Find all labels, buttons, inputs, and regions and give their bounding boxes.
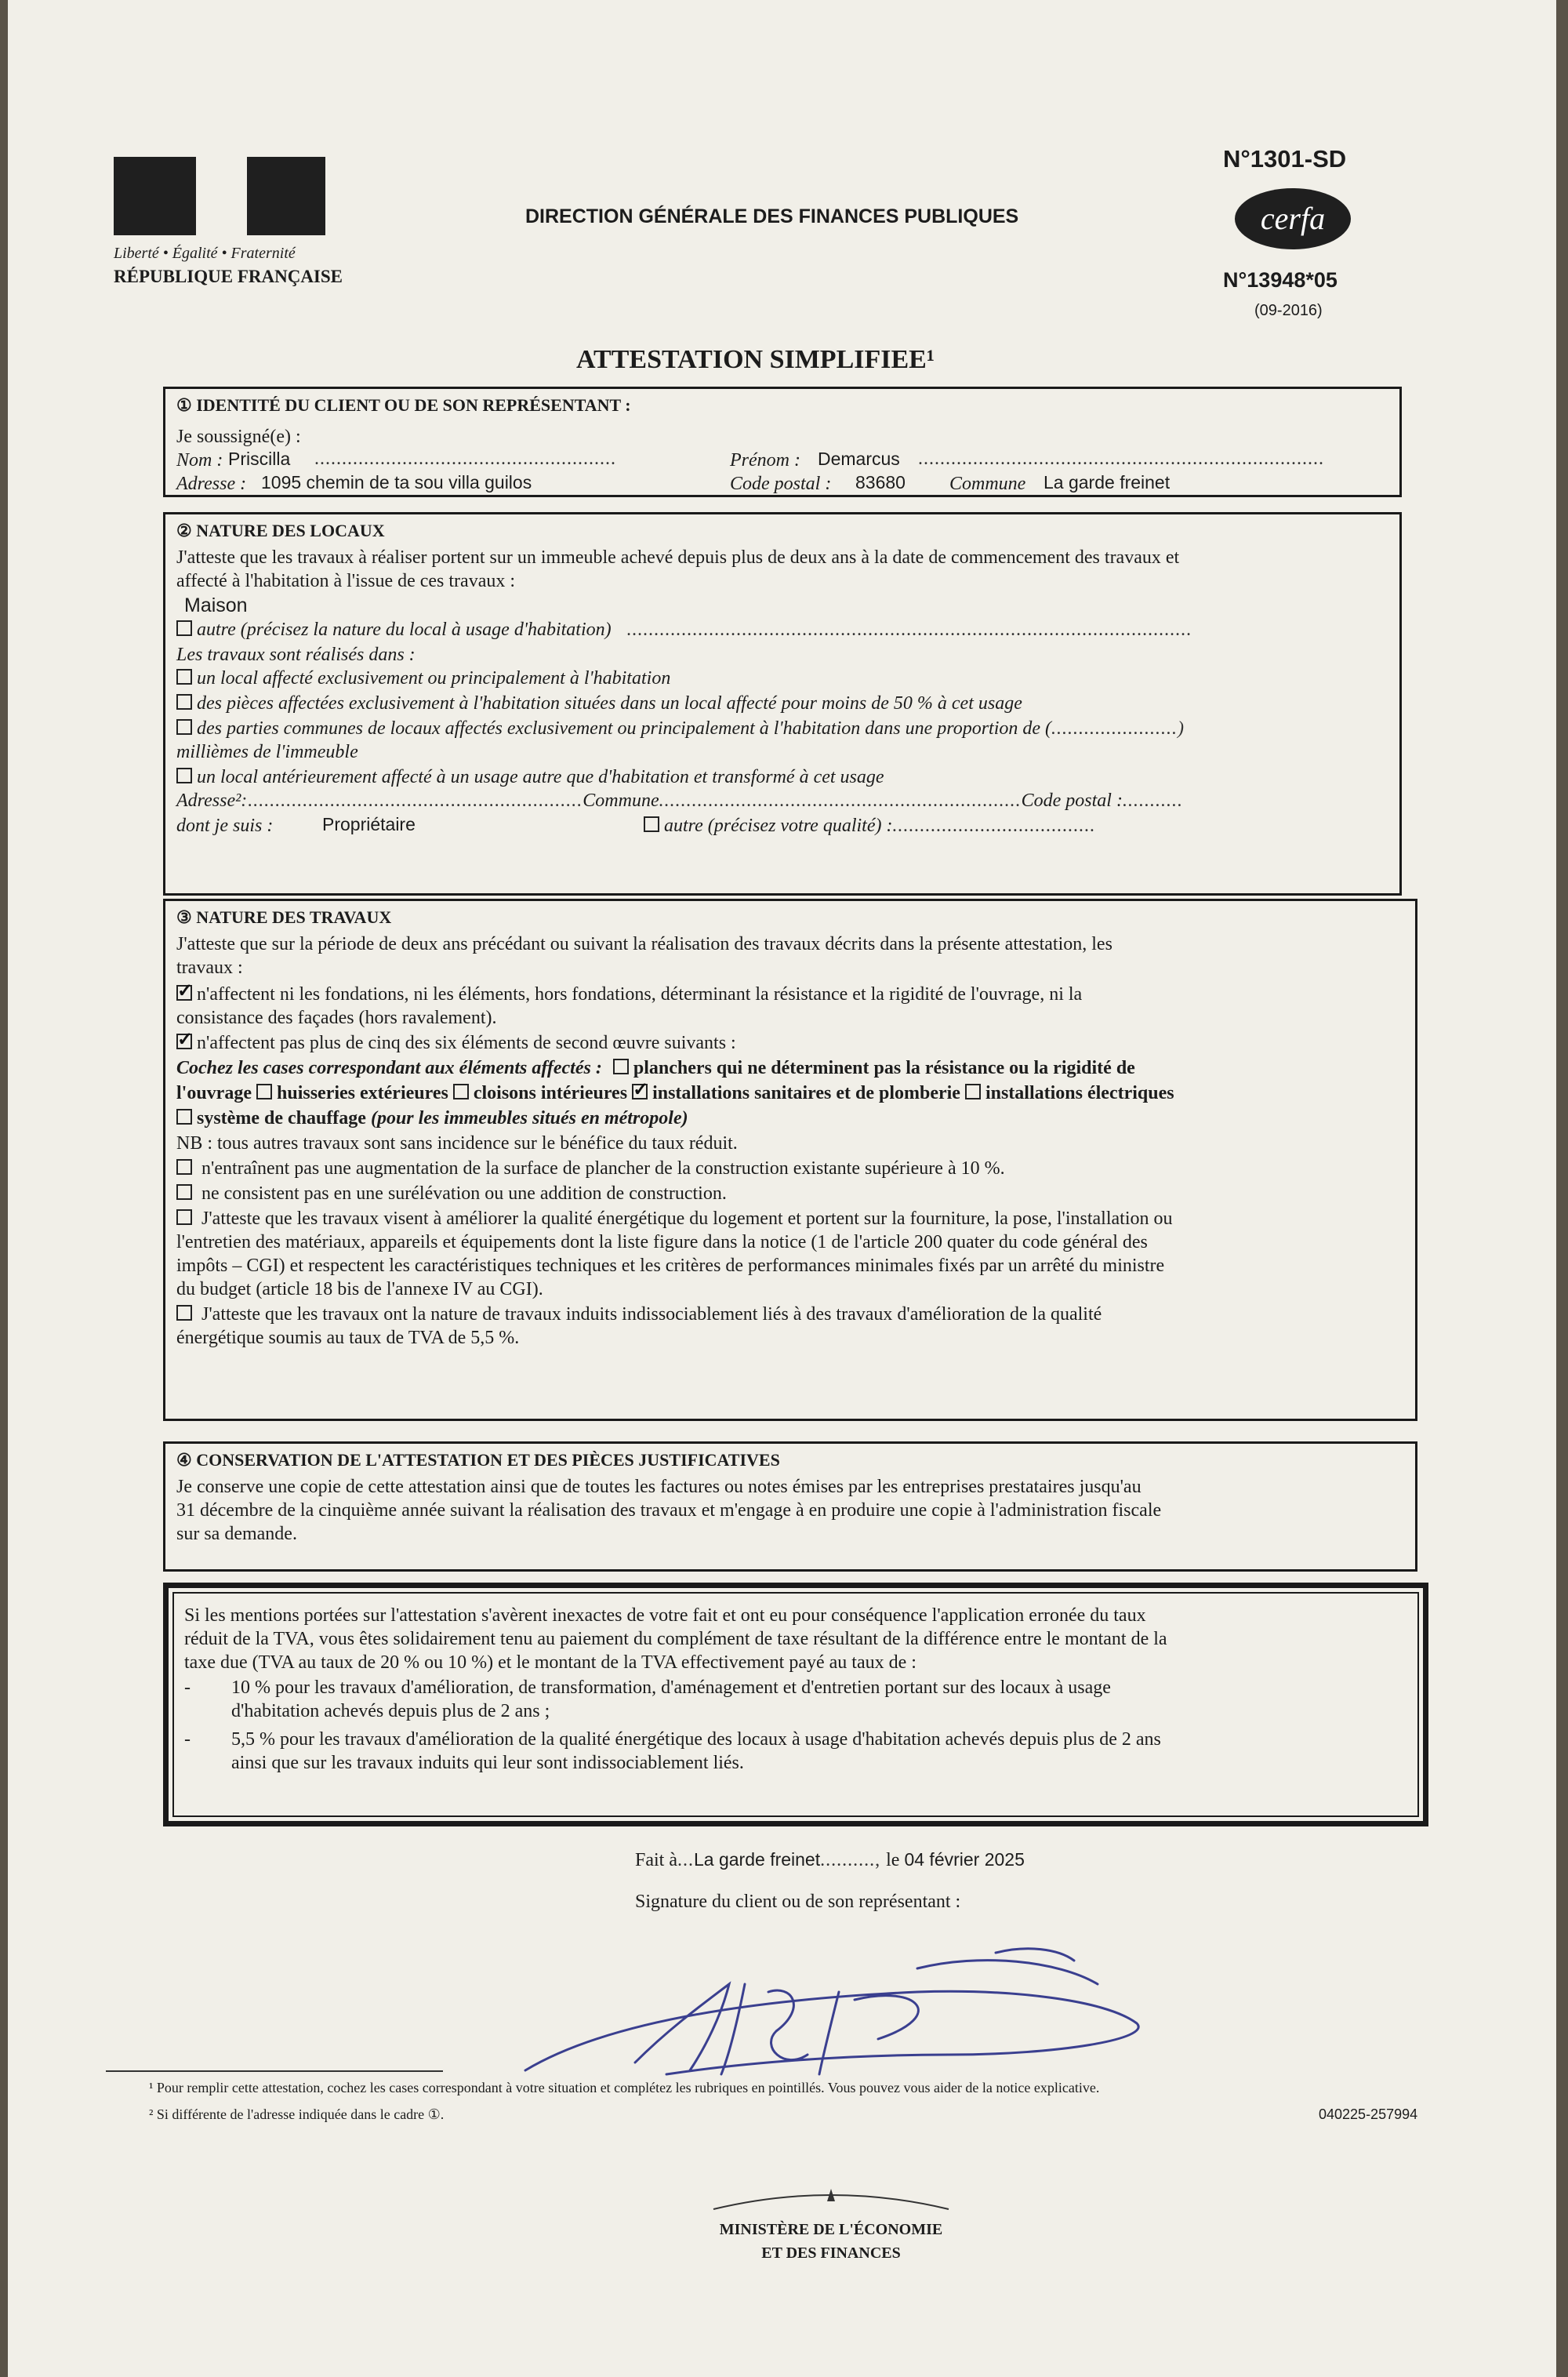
check-label: n'entraînent pas une augmentation de la surface de plancher de la construction existante supérieure à 10 %. [201,1158,1005,1179]
check-label: J'atteste que les travaux visent à améliorer la qualité énergétique du logement et portent sur la fourniture, la pose, l'installation ou [201,1208,1173,1229]
conservation-text-2: 31 décembre de la cinquième année suivant la réalisation des travaux et m'engage à en produire une copie à l'administration fiscale [176,1500,1162,1521]
signature-drawing [510,1937,1168,2102]
checkbox[interactable] [176,1184,192,1200]
notice-bullet-1a: 10 % pour les travaux d'amélioration, de transformation, d'aménagement et d'entretien portant sur des locaux à usage [231,1677,1111,1698]
autre-qualite-label: autre (précisez votre qualité) : [664,816,893,836]
commune-field[interactable]: La garde freinet [1044,472,1171,492]
qualite-field[interactable]: Propriétaire [322,814,416,834]
signature-label: Signature du client ou de son représentant : [635,1892,961,1912]
checkbox[interactable] [176,694,192,710]
adresse-2-label: Adresse² [176,791,241,811]
prenom-field[interactable]: Demarcus [818,449,900,469]
conservation-text-3: sur sa demande. [176,1524,297,1544]
commune-label: Commune [949,474,1026,494]
notice-bullet-dash: - [184,1677,191,1698]
element-huisseries: huisseries extérieures [277,1083,448,1103]
checkbox[interactable] [176,669,192,685]
dots: ........... [1122,791,1183,811]
check-energie[interactable] [176,1208,1172,1230]
marianne-logo [114,157,343,306]
dots: .................................................................. [659,791,1022,811]
dots: .........., [820,1850,887,1870]
nb-note: NB : tous autres travaux sont sans incidence sur le bénéfice du taux réduit. [176,1133,738,1154]
element-electriques: installations électriques [985,1083,1174,1103]
option-transforme[interactable] [176,767,884,788]
ministry-emblem-icon [706,2184,956,2215]
marianne-profile [247,157,325,235]
check-surelevation[interactable] [176,1183,727,1205]
locaux-text-2: affecté à l'habitation à l'issue de ces travaux : [176,571,516,591]
notice-text-2: réduit de la TVA, vous êtes solidairement tenu au paiement du complément de taxe résultant de la différence entre le montant de la [184,1629,1167,1649]
checkbox[interactable] [613,1059,629,1074]
energie-text-4: du budget (article 18 bis de l'annexe IV au CGI). [176,1279,543,1299]
notice-text-1: Si les mentions portées sur l'attestation s'avèrent inexactes de votre fait et ont eu pour conséquence l'application erronée du taux [184,1605,1146,1626]
checkbox[interactable] [965,1084,981,1099]
ministry-line-2: ET DES FINANCES [761,2244,901,2262]
induits-text-2: énergétique soumis au taux de TVA de 5,5 %. [176,1328,520,1348]
travaux-text-1: J'atteste que sur la période de deux ans précédant ou suivant la réalisation des travaux décrits dans la présente attestation, les [176,934,1112,954]
elements-row-2 [176,1083,1174,1104]
notice-bullet-2b: ainsi que sur les travaux induits qui leur sont indissociablement liés. [231,1753,744,1773]
notice-bullet-dash: - [184,1729,191,1750]
lieu-field[interactable]: La garde freinet [694,1849,821,1870]
check-label: J'atteste que les travaux ont la nature de travaux induits indissociablement liés à des travaux d'amélioration de la qualité [201,1304,1102,1325]
section-identity-heading: ① IDENTITÉ DU CLIENT OU DE SON REPRÉSENTANT : [176,395,631,415]
dont-je-suis-label: dont je suis : [176,816,274,836]
check-label: n'affectent ni les fondations, ni les éléments, hors fondations, déterminant la résistance et la rigidité de l'ouvrage, ni la [197,984,1083,1005]
section-travaux-heading: ③ NATURE DES TRAVAUX [176,907,392,927]
option-pieces[interactable] [176,693,1022,714]
checkbox[interactable] [176,1305,192,1321]
check-surface[interactable] [176,1158,1005,1179]
document-code: 040225-257994 [1319,2106,1418,2122]
check-label: n'affectent pas plus de cinq des six éléments de second œuvre suivants : [197,1033,736,1053]
cp-2-label: Code postal : [1021,791,1123,811]
form-number: N°1301-SD [1223,145,1347,173]
dots: ..................................... [892,816,1096,836]
local-type-field[interactable]: Maison [184,594,248,616]
checkbox-checked[interactable] [176,985,192,1001]
prenom-dots: .......................................................................... [918,449,1324,469]
option-label: un local antérieurement affecté à un usage autre que d'habitation et transformé à cet usage [197,767,884,787]
date-field[interactable]: 04 février 2025 [904,1849,1025,1870]
check-induits[interactable] [176,1304,1102,1325]
element-cloisons: cloisons intérieures [473,1083,628,1103]
code-postal-field[interactable]: 83680 [855,472,906,492]
nom-label: Nom : [176,450,223,471]
notice-box [163,1583,1428,1826]
elements-row-1 [176,1058,1135,1079]
dots: .......................) [1051,718,1185,739]
option-label: des parties communes de locaux affectés exclusivement ou principalement à l'habitation dans une proportion de ( [197,718,1052,739]
cerfa-number: N°13948*05 [1223,268,1338,292]
element-chauffage-note: (pour les immeubles situés en métropole) [370,1108,688,1129]
adresse-2-row [176,791,1183,812]
realises-label: Les travaux sont réalisés dans : [176,645,416,665]
autre-qualite-option[interactable] [644,816,1095,837]
autre-local-label: autre (précisez la nature du local à usage d'habitation) [197,620,612,640]
cochez-label: Cochez les cases correspondant aux éléments affectés : [176,1058,602,1078]
section-travaux [163,899,1417,1421]
element-chauffage: système de chauffage [197,1108,366,1129]
check-fondations-cont: consistance des façades (hors ravalement). [176,1008,497,1028]
checkbox[interactable] [176,768,192,783]
element-planchers: planchers qui ne déterminent pas la résistance ou la rigidité de [633,1058,1135,1078]
checkbox[interactable] [176,620,192,636]
element-ouvrage: l'ouvrage [176,1083,252,1103]
checkbox-checked[interactable] [632,1084,648,1099]
ministry-name [710,2218,953,2265]
autre-local-option[interactable] [176,620,1192,641]
milliemes-label: millièmes de l'immeuble [176,742,358,762]
travaux-text-2: travaux : [176,958,243,978]
ministry-line-1: MINISTÈRE DE L'ÉCONOMIE [719,2221,943,2238]
cerfa-logo: cerfa [1235,188,1351,249]
soussigne-label: Je soussigné(e) : [176,427,301,447]
option-local-habitation[interactable] [176,668,670,689]
notice-text-3: taxe due (TVA au taux de 20 % ou 10 %) et le montant de la TVA effectivement payé au taux de : [184,1652,916,1673]
section-conservation [163,1441,1417,1572]
checkbox-checked[interactable] [176,1034,192,1049]
direction-title: DIRECTION GÉNÉRALE DES FINANCES PUBLIQUES [525,205,1019,227]
le-label: le [886,1850,900,1870]
adresse-label: Adresse : [176,474,247,494]
commune-2-label: Commune [583,791,659,811]
fait-a-label: Fait à [635,1850,677,1870]
option-label: un local affecté exclusivement ou principalement à l'habitation [197,668,671,689]
form-version: (09-2016) [1254,302,1323,319]
dots: ....................................................................................................... [626,620,1192,640]
checkbox[interactable] [176,1209,192,1225]
code-postal-label: Code postal : [730,474,832,494]
conservation-text-1: Je conserve une copie de cette attestation ainsi que de toutes les factures ou notes émises par les entreprises prestataires jusqu'au [176,1477,1142,1497]
motto: Liberté • Égalité • Fraternité [114,245,296,262]
element-sanitaires: installations sanitaires et de plomberie [652,1083,960,1103]
fait-a-row [635,1849,1025,1871]
notice-bullet-2a: 5,5 % pour les travaux d'amélioration de la qualité énergétique des locaux à usage d'habitation achevés depuis plus de 2 ans [231,1729,1161,1750]
prenom-label: Prénom : [730,450,800,471]
energie-text-3: impôts – CGI) et respectent les caractéristiques techniques et les critères de performances minimales fixés par un arrêté du ministre [176,1256,1165,1276]
notice-bullet-1b: d'habitation achevés depuis plus de 2 ans ; [231,1701,550,1721]
section-locaux [163,512,1402,896]
section-locaux-heading: ② NATURE DES LOCAUX [176,521,385,540]
locaux-text-1: J'atteste que les travaux à réaliser portent sur un immeuble achevé depuis plus de deux ans à la date de commencement des travaux et [176,547,1180,568]
checkbox[interactable] [176,1109,192,1125]
dots: ... [677,1850,694,1870]
form-sheet [8,0,1556,2377]
dots: :............................................................. [241,791,583,811]
checkbox[interactable] [256,1084,272,1099]
energie-text-2: l'entretien des matériaux, appareils et équipements dont la liste figure dans la notice (1 de l'article 200 quater du code général des [176,1232,1148,1252]
check-second-oeuvre[interactable] [176,1033,736,1054]
nom-dots: ....................................................... [314,449,616,469]
option-label: des pièces affectées exclusivement à l'habitation situées dans un local affecté pour moins de 50 % à cet usage [197,693,1022,714]
checkbox[interactable] [644,816,659,832]
checkbox[interactable] [453,1084,469,1099]
option-parties-communes[interactable] [176,718,1185,740]
adresse-field[interactable]: 1095 chemin de ta sou villa guilos [261,472,532,492]
checkbox[interactable] [176,1159,192,1175]
footnote-2: ² Si différente de l'adresse indiquée dans le cadre ①. [149,2106,445,2122]
republic-name: RÉPUBLIQUE FRANÇAISE [114,267,343,286]
nom-field[interactable]: Priscilla [228,449,291,469]
check-label: ne consistent pas en une surélévation ou une addition de construction. [201,1183,727,1204]
elements-row-3 [176,1108,688,1129]
footnote-rule [106,2070,443,2072]
page-title: ATTESTATION SIMPLIFIEE¹ [576,345,935,374]
section-identity [163,387,1402,497]
checkbox[interactable] [176,719,192,735]
marianne-flag-left [114,157,196,235]
check-fondations[interactable] [176,984,1082,1005]
section-conservation-heading: ④ CONSERVATION DE L'ATTESTATION ET DES PIÈCES JUSTIFICATIVES [176,1450,780,1470]
footnote-1: ¹ Pour remplir cette attestation, cochez les cases correspondant à votre situation et complétez les rubriques en pointillés. Vous pouvez vous aider de la notice explicative. [149,2080,1100,2095]
